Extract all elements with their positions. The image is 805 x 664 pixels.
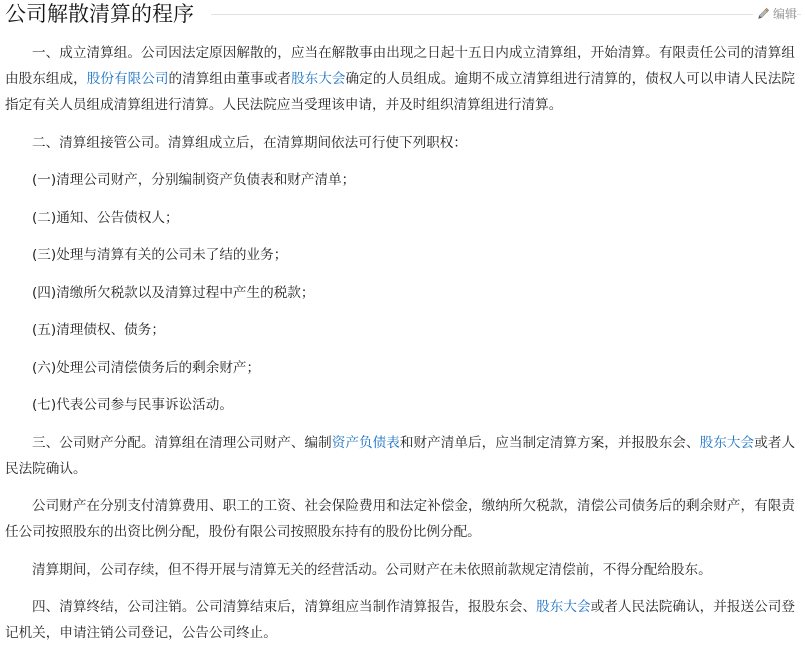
title-divider	[211, 14, 801, 15]
paragraph-text: (七)代表公司参与民事诉讼活动。	[32, 397, 233, 413]
paragraph-p8	[5, 355, 795, 381]
paragraph-text: 三、公司财产分配。清算组在清理公司财产、编制	[32, 434, 332, 451]
paragraph-p12	[5, 557, 795, 583]
paragraph-p13	[5, 594, 795, 646]
paragraph-text: 的清算组由董事或者	[168, 71, 292, 87]
paragraph-text: 四、清算终结，公司注销。公司清算结束后，清算组应当制作清算报告，报股东会、	[32, 599, 537, 615]
paragraph-text: 和财产清单后，应当制定清算方案，并报股东会、	[399, 434, 700, 451]
section-header	[0, 0, 805, 30]
edit-label: 编辑	[772, 6, 797, 21]
paragraph-text: (五)清理债权、债务；	[32, 322, 165, 338]
paragraph-text: 公司财产在分别支付清算费用、职工的工资、社会保险费用和法定补偿金，缴纳所欠税款，清偿公司债务后的剩余财产，有限责任公司按照股东的出资比例分配，股份有限公司按照股东持有的股份比例分配。	[5, 498, 795, 540]
link-shareholders-meeting-1[interactable]: 股东大会	[291, 71, 346, 87]
paragraph-p10	[5, 430, 795, 482]
link-joint-stock-company[interactable]: 股份有限公司	[86, 71, 169, 87]
edit-button[interactable]	[753, 4, 797, 22]
paragraph-p6	[5, 280, 795, 306]
link-balance-sheet[interactable]: 资产负债表	[331, 434, 400, 451]
link-shareholders-meeting-3[interactable]: 股东大会	[536, 599, 591, 615]
paragraph-text: 或者人民法院确认，并报送公司登记机关，申请注销公司登记，公告公司终止。	[5, 599, 796, 641]
article-body	[5, 40, 795, 646]
paragraph-text: 确定的人员组成。逾期不成立清算组进行清算的，债权人可以申请人民法院指定有关人员组成清算组进行清算。人民法院应当受理该申请，并及时组织清算组进行清算。	[5, 71, 796, 113]
paragraph-text: 一、成立清算组。公司因法定原因解散的，应当在解散事由出现之日起十五日内成立清算组，开始清算。有限责任公司的清算组由股东组成，	[5, 45, 795, 87]
link-shareholders-meeting-2[interactable]: 股东大会	[699, 434, 755, 451]
paragraph-text: (三)处理与清算有关的公司未了结的业务；	[32, 247, 288, 263]
paragraph-p1	[5, 40, 795, 118]
paragraph-text: (二)通知、公告债权人；	[32, 209, 179, 226]
pencil-icon	[757, 7, 770, 20]
paragraph-text: (四)清缴所欠税款以及清算过程中产生的税款；	[32, 284, 315, 301]
paragraph-text: 清算期间，公司存续，但不得开展与清算无关的经营活动。公司财产在未依照前款规定清偿前，不得分配给股东。	[32, 561, 712, 578]
paragraph-p4	[5, 205, 795, 231]
paragraph-text: (六)处理公司清偿债务后的剩余财产；	[32, 359, 261, 376]
paragraph-p9	[5, 392, 795, 418]
paragraph-text: 二、清算组接管公司。清算组成立后，在清算期间依法可行使下列职权：	[32, 134, 467, 151]
paragraph-p3	[5, 167, 795, 193]
paragraph-p2	[5, 130, 795, 156]
paragraph-p11	[5, 493, 795, 545]
paragraph-p5	[5, 242, 795, 268]
section-title: 公司解散清算的程序	[5, 2, 194, 26]
paragraph-text: (一)清理公司财产，分别编制资产负债表和财产清单；	[32, 172, 356, 188]
paragraph-p7	[5, 317, 795, 343]
paragraph-text: 或者人民法院确认。	[5, 434, 796, 477]
